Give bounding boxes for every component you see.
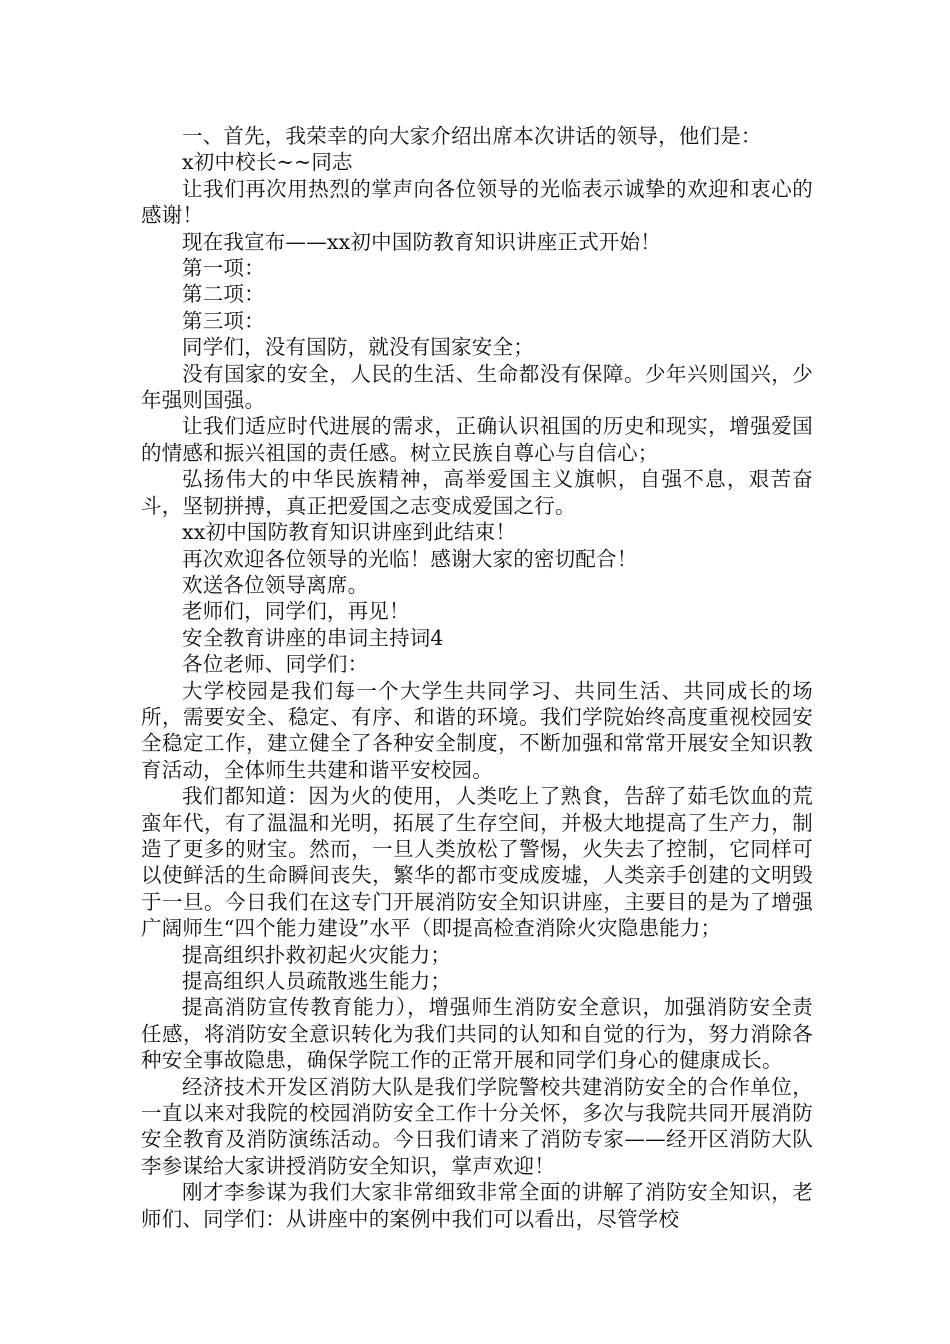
paragraph: 同学们，没有国防，就没有国家安全； <box>182 335 534 360</box>
paragraph: 各位老师、同学们： <box>182 652 369 677</box>
paragraph: 第二项： <box>182 282 265 307</box>
paragraph: 让我们适应时代进展的需求，正确认识祖国的历史和现实，增强爱国的情感和振兴祖国的责任感。树立民族自尊心与自信心； <box>141 414 813 465</box>
paragraph: 经济技术开发区消防大队是我们学院警校共建消防安全的合作单位，一直以来对我院的校园消防安全工作十分关怀，多次与我院共同开展消防安全教育及消防演练活动。今日我们请来了消防专家——经开区消防大队李参谋给大家讲授消防安全知识，掌声欢迎！ <box>141 1074 813 1178</box>
paragraph: x初中校长~~同志 <box>182 150 353 175</box>
paragraph: xx初中国防教育知识讲座到此结束！ <box>182 520 517 545</box>
paragraph: 第一项： <box>182 256 265 281</box>
paragraph: 第三项： <box>182 308 265 333</box>
paragraph: 让我们再次用热烈的掌声向各位领导的光临表示诚挚的欢迎和衷心的感谢！ <box>141 176 813 228</box>
section-heading: 安全教育讲座的串词主持词4 <box>182 625 444 650</box>
paragraph: 提高消防宣传教育能力），增强师生消防安全意识，加强消防安全责任感，将消防安全意识转化为我们共同的认知和自觉的行为，努力消除各种安全事故隐患，确保学院工作的正常开展和同学们身心的健康成长。 <box>141 995 813 1073</box>
paragraph: 刚才李参谋为我们大家非常细致非常全面的讲解了消防安全知识，老师们、同学们：从讲座中的案例中我们可以看出，尽管学校 <box>141 1180 813 1231</box>
paragraph: 提高组织人员疏散逃生能力； <box>182 969 452 993</box>
paragraph: 一、首先，我荣幸的向大家介绍出席本次讲话的领导，他们是： <box>182 124 762 148</box>
paragraph: 大学校园是我们每一个大学生共同学习、共同生活、共同成长的场所，需要安全、稳定、有序、和谐的环境。我们学院始终高度重视校园安全稳定工作，建立健全了各种安全制度，不断加强和常常开展安全知识教育活动，全体师生共建和谐平安校园。 <box>141 678 813 782</box>
paragraph: 我们都知道：因为火的使用，人类吃上了熟食，告辞了茹毛饮血的荒蛮年代，有了温温和光明，拓展了生存空间，并极大地提高了生产力，制造了更多的财宝。然而，一旦人类放松了警惕，火失去了控制，它同样可以使鲜活的生命瞬间丧失，繁华的都市变成废墟，人类亲手创建的文明毁于一旦。今日我们在这专门开展消防安全知识讲座，主要目的是为了增强广阔师生“四个能力建设”水平（即提高检查消除火灾隐患能力； <box>141 784 813 941</box>
document-body <box>141 123 813 1232</box>
paragraph: 老师们，同学们，再见！ <box>182 599 410 624</box>
paragraph: 没有国家的安全，人民的生活、生命都没有保障。少年兴则国兴，少年强则国强。 <box>141 361 813 413</box>
paragraph: 弘扬伟大的中华民族精神，高举爱国主义旗帜，自强不息，艰苦奋斗，坚韧拼搏，真正把爱国之志变成爱国之行。 <box>141 467 813 518</box>
paragraph: 现在我宣布——xx初中国防教育知识讲座正式开始！ <box>182 229 661 254</box>
paragraph: 提高组织扑救初起火灾能力； <box>182 942 452 967</box>
paragraph: 欢送各位领导离席。 <box>182 572 369 597</box>
paragraph: 再次欢迎各位领导的光临！感谢大家的密切配合！ <box>182 546 638 571</box>
